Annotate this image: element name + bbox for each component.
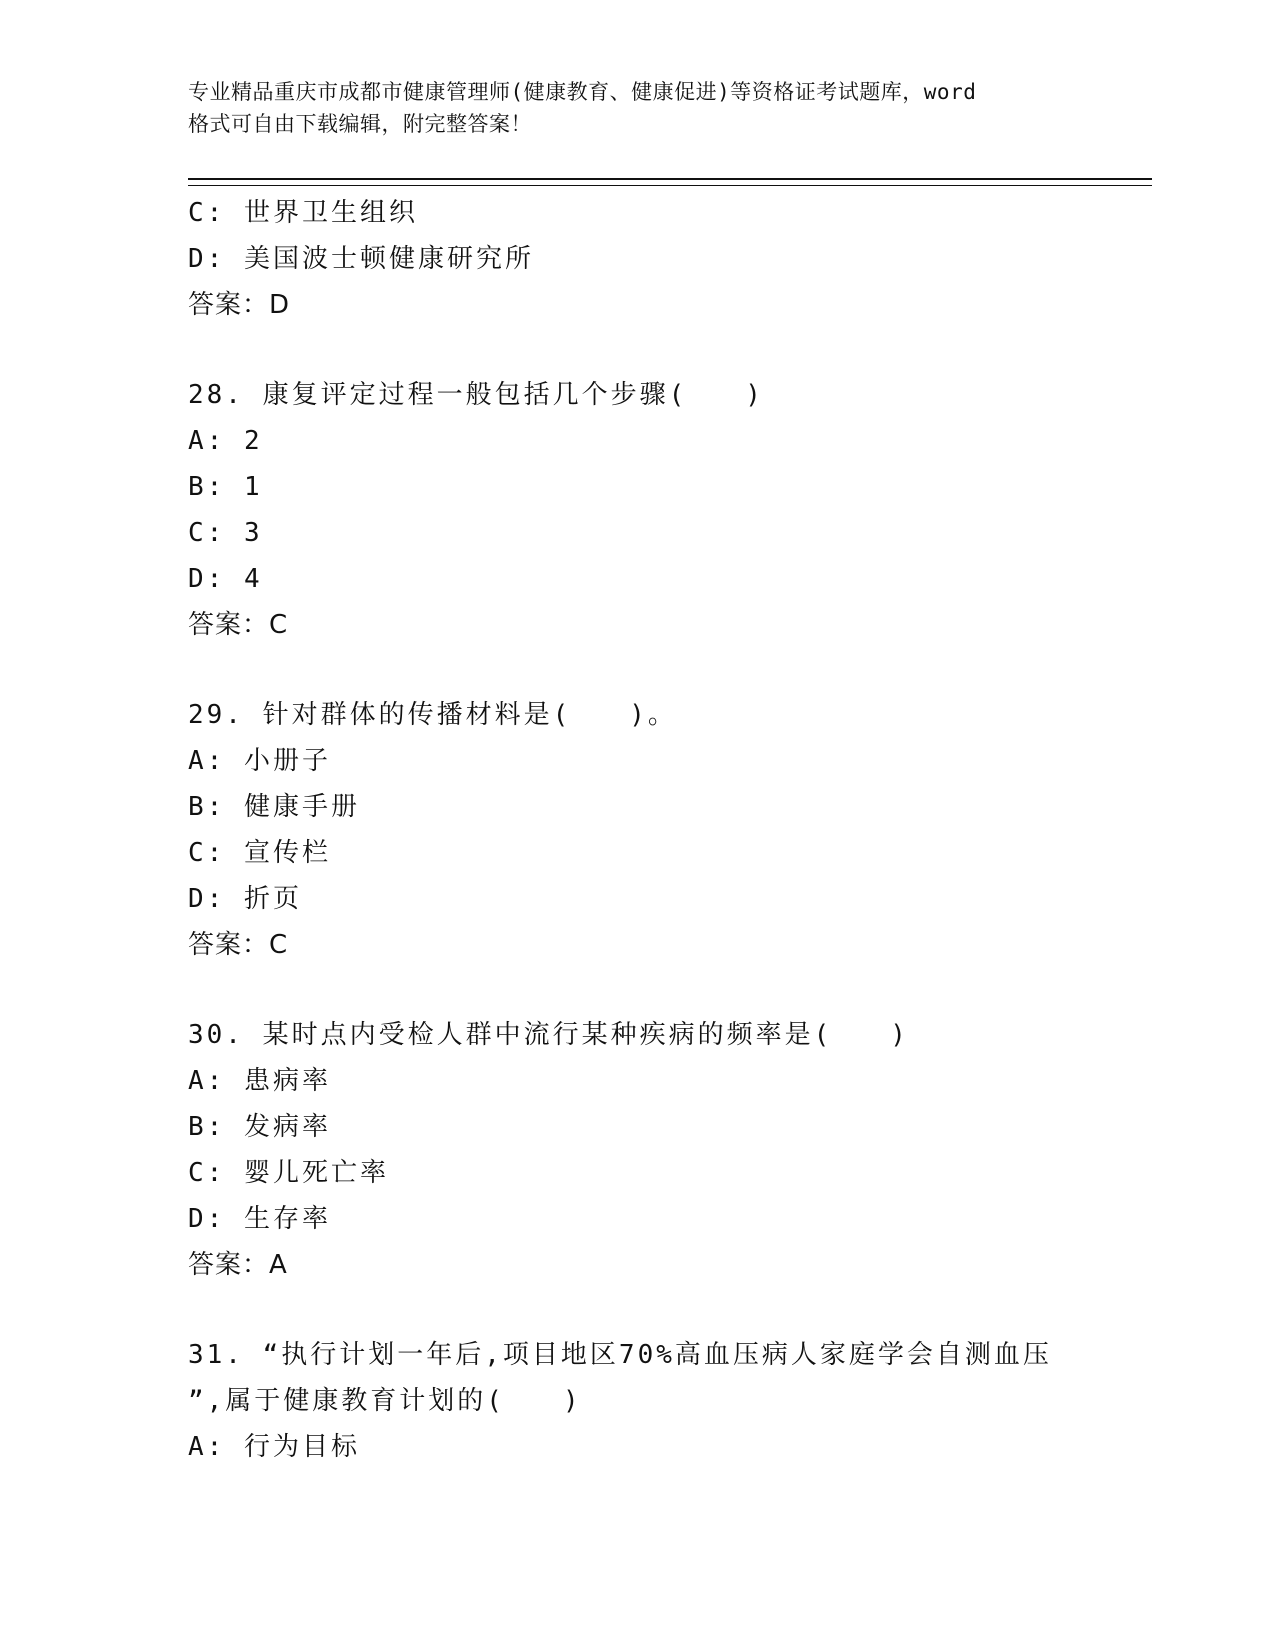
option-c: C: 婴儿死亡率 xyxy=(188,1158,389,1188)
option-a: A: 行为目标 xyxy=(188,1432,360,1462)
question-28 xyxy=(188,372,1148,648)
question-text: 30. 某时点内受检人群中流行某种疾病的频率是( ) xyxy=(188,1020,909,1050)
question-text: 28. 康复评定过程一般包括几个步骤( ) xyxy=(188,380,764,410)
answer: 答案：D xyxy=(188,290,291,320)
answer: 答案：C xyxy=(188,610,289,640)
header-line-1: 专业精品重庆市成都市健康管理师(健康教育、健康促进)等资格证考试题库，word xyxy=(188,80,977,104)
option-b: B: 健康手册 xyxy=(188,792,360,822)
answer: 答案：C xyxy=(188,930,289,960)
spacer xyxy=(188,648,1148,692)
option-a: A: 2 xyxy=(188,426,263,456)
question-27 xyxy=(188,190,1148,328)
header-line-2: 格式可自由下载编辑，附完整答案！ xyxy=(188,112,532,136)
option-c: C: 宣传栏 xyxy=(188,838,331,868)
spacer xyxy=(188,968,1148,1012)
question-31 xyxy=(188,1332,1148,1470)
option-b: B: 发病率 xyxy=(188,1112,331,1142)
spacer xyxy=(188,1288,1148,1332)
option-b: B: 1 xyxy=(188,472,263,502)
spacer xyxy=(188,328,1148,372)
question-29 xyxy=(188,692,1148,968)
question-text-line-2: ”,属于健康教育计划的( ) xyxy=(188,1386,582,1416)
question-list xyxy=(188,190,1148,1470)
option-c: C: 3 xyxy=(188,518,263,548)
question-text-line-1: 31. “执行计划一年后,项目地区70%高血压病人家庭学会自测血压 xyxy=(188,1340,1052,1370)
option-d: D: 美国波士顿健康研究所 xyxy=(188,244,534,274)
question-30 xyxy=(188,1012,1148,1288)
option-a: A: 患病率 xyxy=(188,1066,331,1096)
option-d: D: 折页 xyxy=(188,884,302,914)
option-d: D: 4 xyxy=(188,564,263,594)
header-divider xyxy=(188,178,1152,186)
option-c: C: 世界卫生组织 xyxy=(188,198,418,228)
answer: 答案：A xyxy=(188,1250,288,1280)
option-d: D: 生存率 xyxy=(188,1204,331,1234)
page-header xyxy=(188,76,1088,140)
option-a: A: 小册子 xyxy=(188,746,331,776)
question-text: 29. 针对群体的传播材料是( )。 xyxy=(188,700,677,730)
